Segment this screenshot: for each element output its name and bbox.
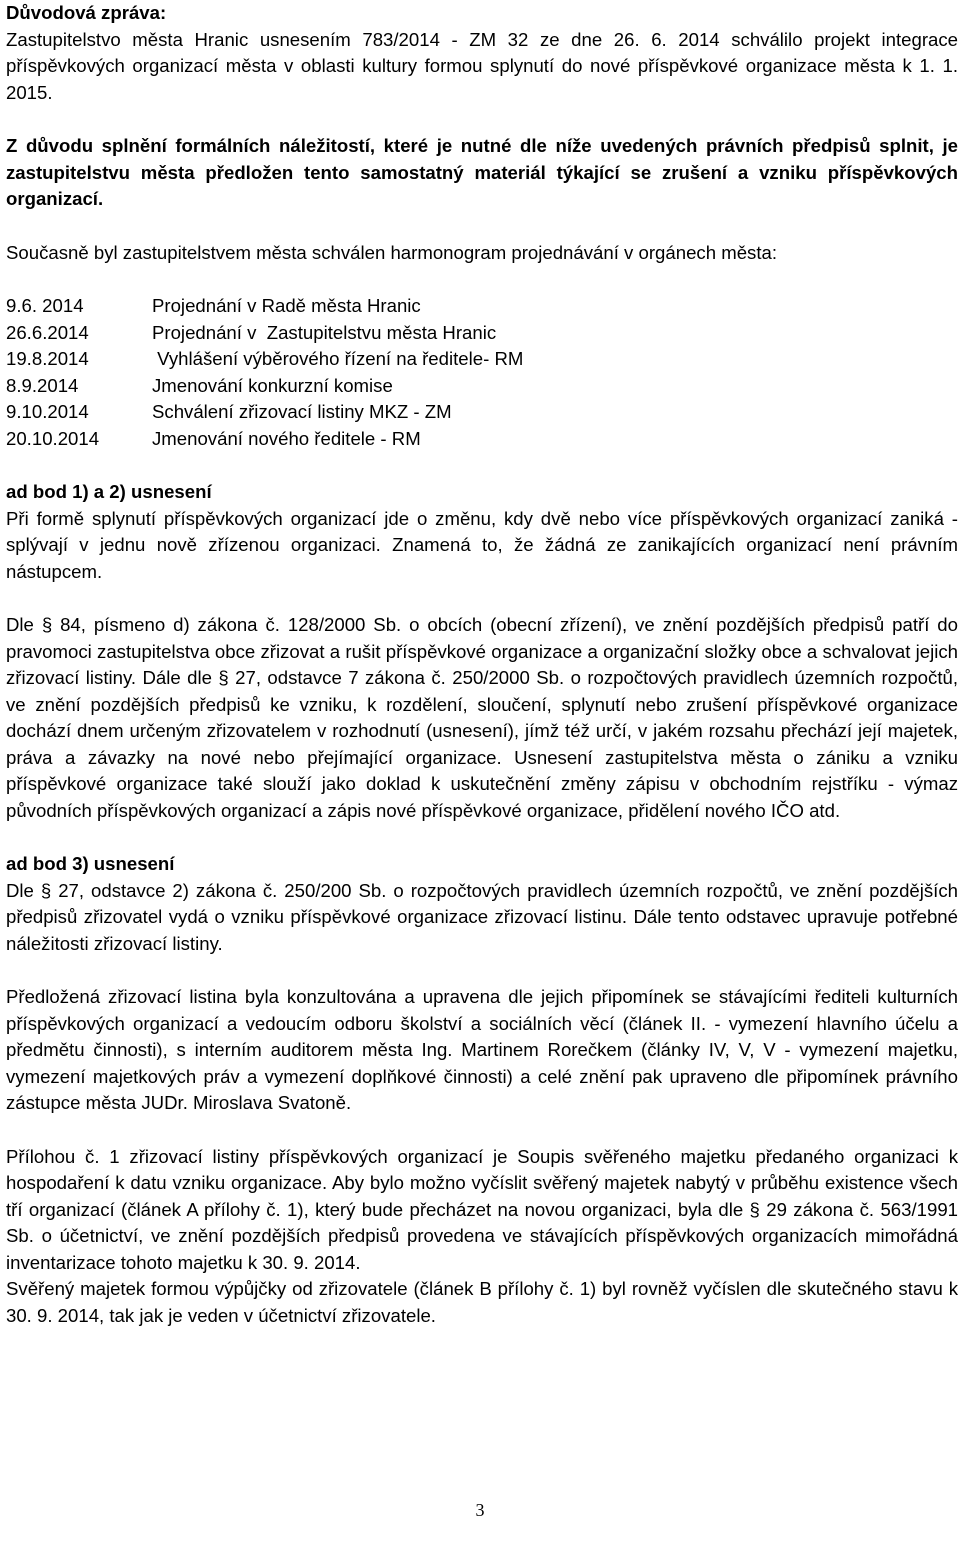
section1-title: ad bod 1) a 2) usnesení bbox=[6, 481, 212, 502]
document-page bbox=[6, 0, 958, 1329]
intro-paragraph: Zastupitelstvo města Hranic usnesením 783/2014 - ZM 32 ze dne 26. 6. 2014 schválilo projekt integrace příspěvkových organizací města v oblasti kultury formou splynutí do nové příspěvkové organizace města k 1. 1. 2015. bbox=[6, 28, 958, 103]
schedule-text: Schválení zřizovací listiny MKZ - ZM bbox=[152, 401, 452, 422]
schedule-text: Jmenování konkurzní komise bbox=[152, 374, 393, 396]
schedule-text: Vyhlášení výběrového řízení na ředitele- RM bbox=[152, 348, 524, 369]
schedule-date: 19.8.2014 bbox=[6, 348, 89, 369]
schedule-date: 26.6.2014 bbox=[6, 321, 89, 343]
schedule-date: 8.9.2014 bbox=[6, 374, 79, 396]
schedule-row bbox=[6, 399, 958, 426]
schedule-date: 9.10.2014 bbox=[6, 401, 89, 422]
schedule-row bbox=[6, 320, 958, 347]
bold-paragraph: Z důvodu splnění formálních náležitostí, které je nutné dle níže uvedených právních předpisů splnit, je zastupitelstvu města předložen tento samostatný materiál týkající se zrušení a vzniku příspěvkových organizací. bbox=[6, 135, 958, 209]
schedule-text: Jmenování nového ředitele - RM bbox=[152, 427, 421, 449]
section1-paragraph: Dle § 84, písmeno d) zákona č. 128/2000 Sb. o obcích (obecní zřízení), ve znění pozdějších předpisů patří do pravomoci zastupitelstva obce zřizovat a rušit příspěvkové organizace a organizační složky obce a schvalovat jejich zřizovací listiny. Dále dle § 27, odstavce 7 zákona č. 250/2000 Sb. o rozpočtových pravidlech územních rozpočtů, ve znění pozdějších předpisů ke vzniku, k rozdělení, sloučení, splynutí nebo zrušení příspěvkové organizace dochází dnem určeným zřizovatelem v rozhodnutí (usnesení), jímž též určí, v jakém rozsahu přechází její majetek, práva a závazky na nové nebo přejímající organizace. Usnesení zastupitelstva města o zániku a vzniku příspěvkové organizace také slouží jako doklad k uskutečnění změny zápisu v obchodním rejstříku - výmaz původních příspěvkových organizací a zápis nové příspěvkové organizace, přidělení nového IČO atd. bbox=[6, 614, 958, 821]
schedule-row bbox=[6, 346, 958, 373]
section2-title: ad bod 3) usnesení bbox=[6, 853, 175, 874]
schedule-row bbox=[6, 426, 958, 453]
schedule-date: 20.10.2014 bbox=[6, 427, 100, 449]
section2-paragraph: Předložená zřizovací listina byla konzultována a upravena dle jejich připomínek se stávajícími řediteli kulturních příspěvkových organizací a vedoucím odboru školství a sociálních věcí (článek II. - vymezení hlavního účelu a předmětu činnosti), s interním auditorem města Ing. Martinem Rorečkem (články IV, V, V - vymezení majetku, vymezení majetkových práv a vymezení doplňkové činnosti) a celé znění pak upraveno dle připomínek právního zástupce města JUDr. Miroslava Svatoně. bbox=[6, 986, 958, 1113]
document-heading: Důvodová zpráva: bbox=[6, 2, 167, 23]
schedule-date: 9.6. 2014 bbox=[6, 295, 84, 316]
schedule-row bbox=[6, 373, 958, 400]
section2-paragraph: Dle § 27, odstavce 2) zákona č. 250/200 Sb. o rozpočtových pravidlech územních rozpočtů, ve znění pozdějších předpisů zřizovatel vydá o vzniku příspěvkové organizace zřizovací listinu. Dále tento odstavec upravuje potřebné náležitosti zřizovací listiny. bbox=[6, 879, 958, 954]
schedule-text: Projednání v Radě města Hranic bbox=[152, 295, 421, 316]
page-number: 3 bbox=[475, 1500, 485, 1520]
section2-paragraph: Přílohou č. 1 zřizovací listiny příspěvkových organizací je Soupis svěřeného majetku předaného organizaci k hospodaření k datu vzniku organizace. Aby bylo možno vyčíslit svěřený majetek nabytý v průběhu existence všech tří organizací (článek A přílohy č. 1), který bude přecházet na novou organizaci, byla dle § 29 zákona č. 563/1991 Sb. o účetnictví, ve znění pozdějších předpisů provedena ve stávajících příspěvkových organizacích mimořádná inventarizace tohoto majetku k 30. 9. 2014. bbox=[6, 1145, 958, 1273]
section1-paragraph: Při formě splynutí příspěvkových organizací jde o změnu, kdy dvě nebo více příspěvkových organizací zaniká - splývají v jednu nově zřízenou organizaci. Znamená to, že žádná ze zanikajících organizací není právním nástupcem. bbox=[6, 507, 958, 582]
section2-paragraph: Svěřený majetek formou výpůjčky od zřizovatele (článek B přílohy č. 1) byl rovněž vyčíslen dle skutečného stavu k 30. 9. 2014, tak jak je veden v účetnictví zřizovatele. bbox=[6, 1278, 958, 1326]
schedule-row bbox=[6, 293, 958, 320]
schedule-text: Projednání v Zastupitelstvu města Hranic bbox=[152, 321, 497, 343]
schedule-list bbox=[6, 293, 958, 452]
schedule-intro: Současně byl zastupitelstvem města schválen harmonogram projednávání v orgánech města: bbox=[6, 241, 778, 263]
